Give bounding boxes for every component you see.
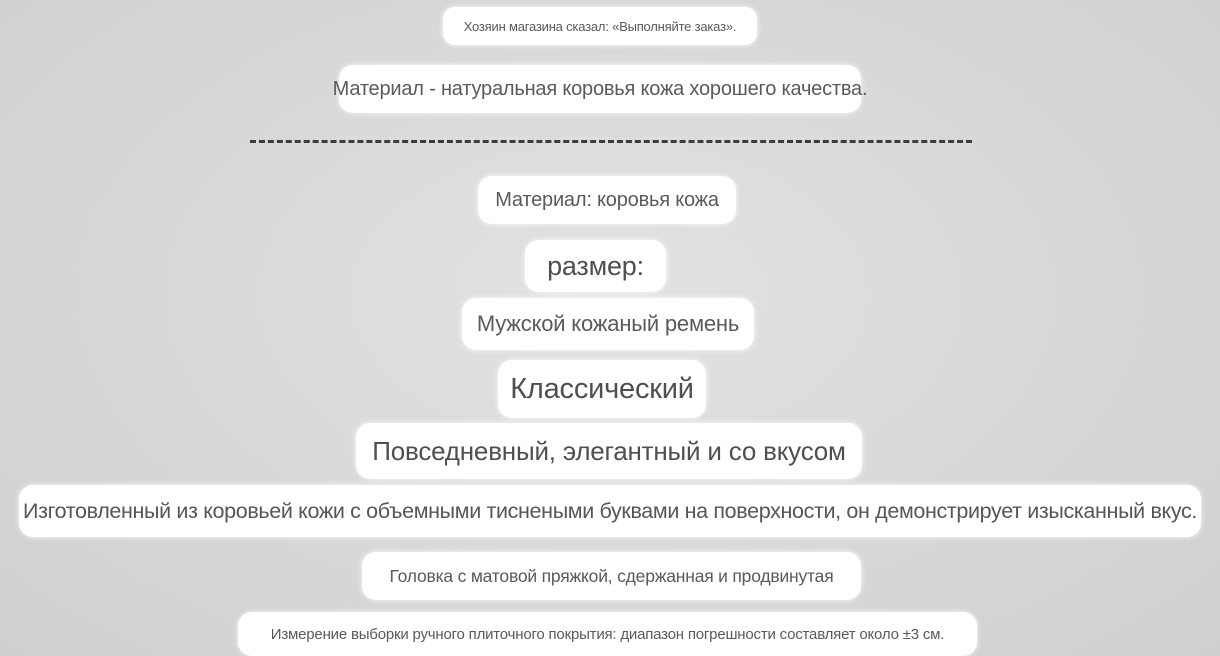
size-label: размер:: [525, 240, 666, 292]
description-long-label: Изготовленный из коровьей кожи с объемными тиснеными буквами на поверхности, он демонстрирует изысканный вкус.: [19, 485, 1201, 537]
buckle-label: Головка с матовой пряжкой, сдержанная и продвинутая: [362, 552, 861, 600]
shop-owner-quote-label: Хозяин магазина сказал: «Выполняйте заказ».: [443, 7, 757, 45]
description-short-label: Повседневный, элегантный и со вкусом: [356, 423, 862, 479]
style-label: Классический: [498, 360, 706, 418]
material-full-label: Материал - натуральная коровья кожа хорошего качества.: [339, 65, 861, 113]
dashed-divider: [250, 140, 972, 143]
measurement-note-label: Измерение выборки ручного плиточного покрытия: диапазон погрешности составляет около ±3 см.: [238, 612, 977, 656]
material-short-label: Материал: коровья кожа: [478, 176, 736, 224]
product-name-label: Мужской кожаный ремень: [462, 298, 754, 350]
